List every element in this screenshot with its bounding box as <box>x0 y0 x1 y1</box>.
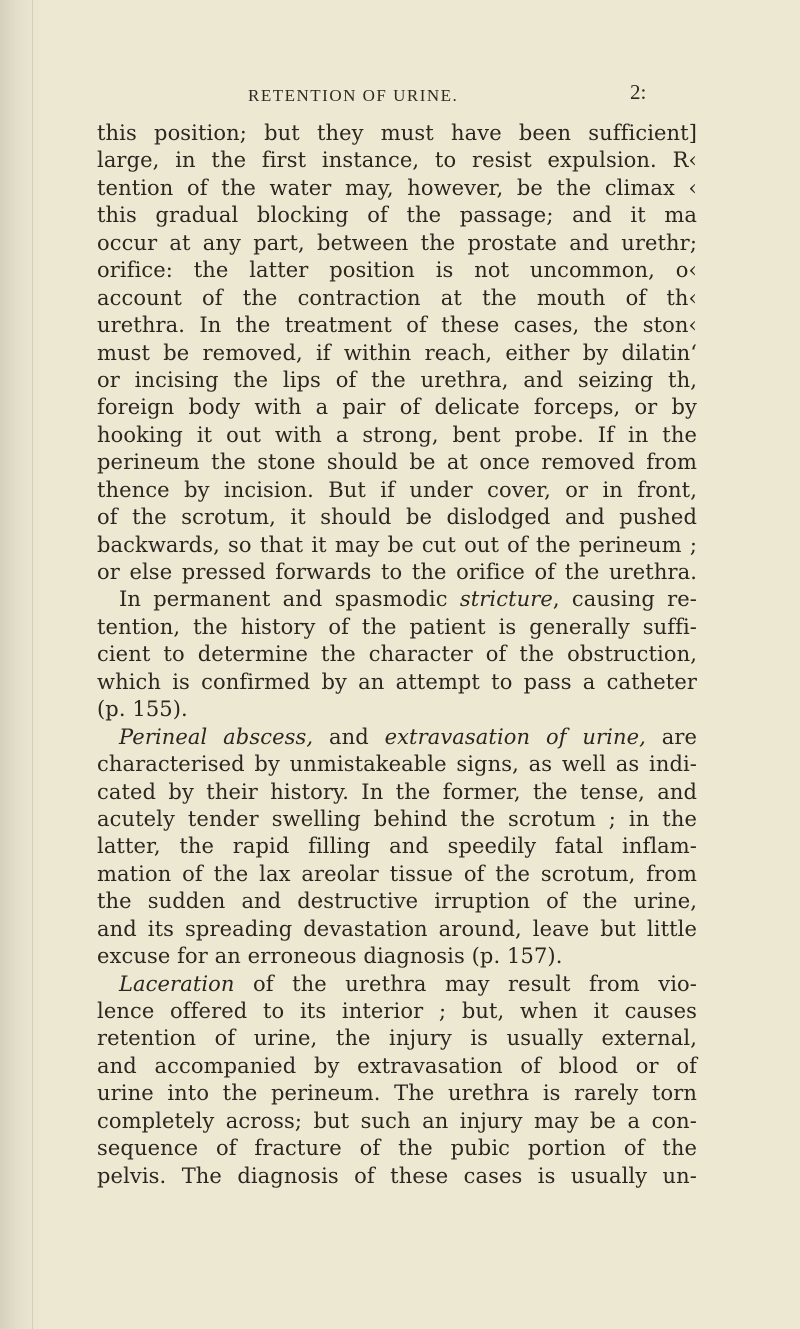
text-line-italic <box>97 586 697 613</box>
italic-phrase: extravasation of urine, <box>384 724 646 749</box>
text-line: or incising the lips of the urethra, and seizing th, <box>97 367 697 392</box>
text-line: thence by incision. But if under cover, or in front, <box>97 477 697 502</box>
text-run: In permanent and spasmodic <box>119 587 460 612</box>
text-line: and its spreading devastation around, leave but little <box>97 916 697 941</box>
italic-phrase: stricture <box>459 587 553 612</box>
binding-gutter <box>32 0 33 1329</box>
text-line: backwards, so that it may be cut out of the perineum ; <box>97 532 697 557</box>
text-line: urethra. In the treatment of these cases, the ston‹ <box>97 313 697 338</box>
italic-phrase: Perineal abscess, <box>119 724 314 749</box>
text-run: and <box>313 724 385 749</box>
text-line: the sudden and destructive irruption of the urine, <box>97 889 697 914</box>
text-line: hooking it out with a strong, bent probe. If in the <box>97 422 697 447</box>
text-line: perineum the stone should be at once removed from <box>97 450 697 475</box>
text-line: this position; but they must have been sufficient] <box>97 121 697 145</box>
text-line: (p. 155). <box>97 697 188 722</box>
page-number: 2: <box>630 80 647 104</box>
text-line-italic <box>97 971 697 998</box>
italic-phrase: Laceration <box>119 971 235 996</box>
text-line: lence offered to its interior ; but, when it causes <box>97 999 697 1023</box>
text-line: cated by their history. In the former, the tense, and <box>97 779 697 804</box>
text-run: of the urethra may result from vio- <box>234 971 697 996</box>
text-line: mation of the lax areolar tissue of the scrotum, from <box>97 861 697 886</box>
text-line: latter, the rapid filling and speedily fatal inflam- <box>97 834 697 859</box>
text-line: urine into the perineum. The urethra is rarely torn <box>97 1081 697 1106</box>
text-line: must be removed, if within reach, either by dilatin‘ <box>97 340 697 365</box>
text-line-italic <box>97 724 697 751</box>
text-line: pelvis. The diagnosis of these cases is usually un- <box>97 1163 697 1188</box>
text-line: of the scrotum, it should be dislodged and pushed <box>97 505 697 530</box>
body-text <box>97 120 697 1190</box>
text-line: occur at any part, between the prostate and urethr; <box>97 230 697 255</box>
text-line: retention of urine, the injury is usually external, <box>97 1026 697 1051</box>
text-line: acutely tender swelling behind the scrotum ; in the <box>97 806 697 831</box>
text-line: orifice: the latter position is not uncommon, o‹ <box>97 258 697 283</box>
text-line: large, in the first instance, to resist expulsion. R‹ <box>97 148 697 173</box>
running-head: RETENTION OF URINE. <box>248 86 459 105</box>
text-line: this gradual blocking of the passage; and it ma <box>97 203 697 228</box>
text-line: which is confirmed by an attempt to pass a catheter <box>97 669 697 694</box>
text-line: or else pressed forwards to the orifice of the urethra. <box>97 560 697 584</box>
text-line: tention, the history of the patient is generally suffi- <box>97 614 697 639</box>
text-line: account of the contraction at the mouth of th‹ <box>97 285 697 310</box>
text-line: sequence of fracture of the pubic portion of the <box>97 1136 697 1161</box>
text-run: , causing re- <box>552 587 697 612</box>
text-line: and accompanied by extravasation of blood or of <box>97 1053 697 1078</box>
text-line: characterised by unmistakeable signs, as well as indi- <box>97 752 697 777</box>
text-line: tention of the water may, however, be the climax ‹ <box>97 175 697 200</box>
text-line: completely across; but such an injury may be a con- <box>97 1108 697 1133</box>
text-line: foreign body with a pair of delicate forceps, or by <box>97 395 697 420</box>
text-line: excuse for an erroneous diagnosis (p. 157). <box>97 944 563 969</box>
text-run: are <box>645 724 698 749</box>
text-line: cient to determine the character of the obstruction, <box>97 642 697 667</box>
